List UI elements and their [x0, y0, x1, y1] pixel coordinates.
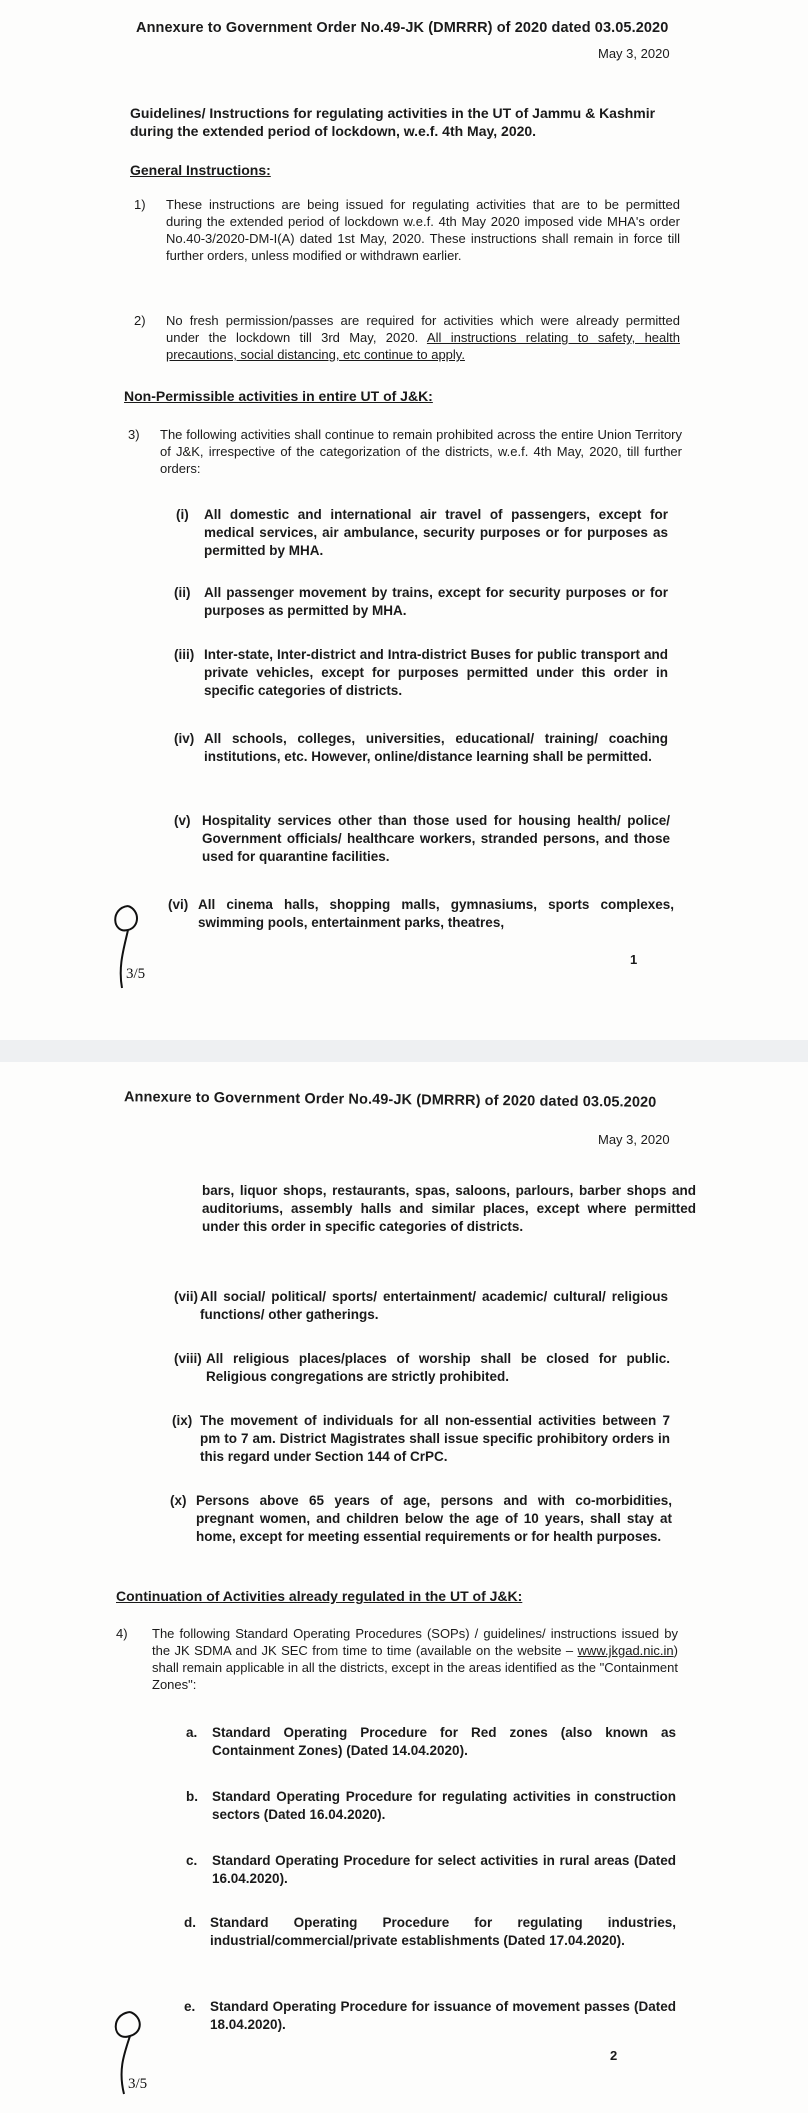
- list-item-continuation: bars, liquor shops, restaurants, spas, saloons, parlours, barber shops and auditoriums, assembly halls and similar places, except where permitted under this order in specific categories of districts.: [202, 1183, 696, 1234]
- list-item-text: Persons above 65 years of age, persons and with co-morbidities, pregnant women, and children below the age of 10 years, shall stay at home, except for meeting essential requirements or for health purposes.: [196, 1493, 672, 1544]
- list-item-text: All cinema halls, shopping malls, gymnasiums, sports complexes, swimming pools, entertainment parks, theatres,: [198, 897, 674, 930]
- annexure-header: Annexure to Government Order No.49-JK (DMRRR) of 2020 dated 03.05.2020: [123, 1089, 657, 1111]
- sop-item: [186, 1788, 676, 1824]
- document-page-2: [0, 1062, 808, 2113]
- list-item-number: (iv): [174, 731, 195, 746]
- list-item-text: All religious places/places of worship shall be closed for public. Religious congregations are strictly prohibited.: [206, 1351, 670, 1384]
- paragraph-2: [134, 312, 680, 363]
- list-item: [174, 1350, 670, 1386]
- sop-item: [186, 1852, 676, 1888]
- paragraph-underlined-text: All instructions relating to safety, health precautions, social distancing, etc continue to apply.: [166, 330, 680, 362]
- list-item-text: The movement of individuals for all non-essential activities between 7 pm to 7 am. District Magistrates shall issue specific prohibitory orders in this regard under Section 144 of CrPC.: [200, 1413, 670, 1464]
- list-item-text: Standard Operating Procedure for regulating industries, industrial/commercial/private establishments (Dated 17.04.2020).: [210, 1915, 676, 1948]
- list-item-text: Standard Operating Procedure for issuance of movement passes (Dated 18.04.2020).: [210, 1999, 676, 2032]
- list-item-text: All domestic and international air travel of passengers, except for medical services, air ambulance, security purposes or for purposes as permitted by MHA.: [204, 507, 668, 558]
- list-item-number: (i): [176, 507, 189, 522]
- list-item-number: b.: [186, 1789, 198, 1804]
- page-number: 1: [630, 952, 638, 967]
- list-item-number: a.: [186, 1725, 198, 1740]
- list-item-number: d.: [184, 1915, 196, 1930]
- list-item-number: (vii): [174, 1289, 199, 1304]
- list-item: [174, 584, 668, 620]
- paragraph-text: No fresh permission/passes are required for activities which were already permitted under the lockdown till 3rd May, 2020.: [166, 313, 680, 345]
- paragraph-number: 1): [134, 197, 146, 212]
- sop-item: [186, 1724, 676, 1760]
- list-item-text: Standard Operating Procedure for Red zones (also known as Containment Zones) (Dated 14.04.2020).: [212, 1725, 676, 1758]
- paragraph-number: 2): [134, 313, 146, 328]
- list-item-text: Standard Operating Procedure for select activities in rural areas (Dated 16.04.2020).: [212, 1853, 676, 1886]
- paragraph-text: ) shall remain applicable in all the districts, except in the areas identified as the "Containment Zones":: [152, 1643, 678, 1692]
- list-item-number: (ix): [172, 1413, 193, 1428]
- list-item-text: All schools, colleges, universities, educational/ training/ coaching institutions, etc. However, online/distance learning shall be permitted.: [204, 731, 668, 764]
- header-date: May 3, 2020: [598, 1132, 670, 1147]
- list-item-number: (ii): [174, 585, 191, 600]
- list-item-text: Standard Operating Procedure for regulating activities in construction sectors (Dated 16.04.2020).: [212, 1789, 676, 1822]
- section-heading-non-permissible: Non-Permissible activities in entire UT of J&K:: [124, 388, 433, 404]
- document-title: Guidelines/ Instructions for regulating activities in the UT of Jammu & Kashmir during the extended period of lockdown, w.e.f. 4th May, 2020.: [130, 105, 656, 139]
- list-item: [176, 506, 668, 560]
- paragraph-text: The following activities shall continue to remain prohibited across the entire Union Territory of J&K, irrespective of the categorization of the districts, w.e.f. 4th May, 2020, till further orders:: [160, 427, 682, 476]
- signature-date: 3/5: [126, 966, 146, 982]
- list-item-number: (vi): [168, 897, 189, 912]
- section-heading-continuation: Continuation of Activities already regulated in the UT of J&K:: [116, 1588, 523, 1604]
- signature-mark: [104, 2008, 174, 2108]
- list-item-text: All social/ political/ sports/ entertainment/ academic/ cultural/ religious functions/ other gatherings.: [200, 1289, 668, 1322]
- page-number: 2: [610, 2048, 618, 2063]
- header-date: May 3, 2020: [598, 46, 670, 61]
- list-item: [174, 646, 668, 700]
- paragraph-number: 3): [128, 427, 140, 442]
- list-item-text: All passenger movement by trains, except for security purposes or for purposes as permitted by MHA.: [204, 585, 668, 618]
- signature-mark: [106, 900, 166, 1000]
- paragraph-text: The following Standard Operating Procedures (SOPs) / guidelines/ instructions issued by the JK SDMA and JK SEC from time to time (available on the website –: [152, 1626, 678, 1658]
- list-item: [174, 730, 668, 766]
- list-item-number: c.: [186, 1853, 198, 1868]
- list-item-text: Inter-state, Inter-district and Intra-district Buses for public transport and private vehicles, except for purposes permitted under this order in specific categories of districts.: [204, 647, 668, 698]
- paragraph-text: These instructions are being issued for regulating activities that are to be permitted during the extended period of lockdown w.e.f. 4th May 2020 imposed vide MHA's order No.40-3/2020-DM-I(A) dated 1st May, 2020. These instructions shall remain in force till further orders, unless modified or withdrawn earlier.: [166, 197, 680, 263]
- annexure-header: Annexure to Government Order No.49-JK (DMRRR) of 2020 dated 03.05.2020: [136, 20, 669, 36]
- list-item-number: (iii): [174, 647, 195, 662]
- paragraph-4: [116, 1625, 678, 1693]
- page-separator: [0, 1040, 808, 1062]
- list-item: [174, 812, 670, 866]
- list-item-number: (x): [170, 1493, 187, 1508]
- list-item-number: (v): [174, 813, 191, 828]
- document-page-1: [0, 0, 808, 1040]
- list-item: [172, 1412, 670, 1466]
- paragraph-1: [134, 196, 680, 264]
- list-item-number: (viii): [174, 1351, 202, 1366]
- list-item: [170, 1492, 672, 1546]
- list-item-number: e.: [184, 1999, 196, 2014]
- paragraph-number: 4): [116, 1626, 128, 1641]
- list-item: [174, 1288, 668, 1324]
- signature-date: 3/5: [128, 2076, 148, 2092]
- website-link[interactable]: www.jkgad.nic.in: [577, 1643, 674, 1658]
- list-item: [168, 896, 674, 932]
- paragraph-3: [128, 426, 682, 477]
- sop-item: [184, 1998, 676, 2034]
- list-item-text: Hospitality services other than those used for housing health/ police/ Government officials/ healthcare workers, stranded persons, and those used for quarantine facilities.: [202, 813, 670, 864]
- section-heading-general: General Instructions:: [130, 162, 271, 178]
- sop-item: [184, 1914, 676, 1950]
